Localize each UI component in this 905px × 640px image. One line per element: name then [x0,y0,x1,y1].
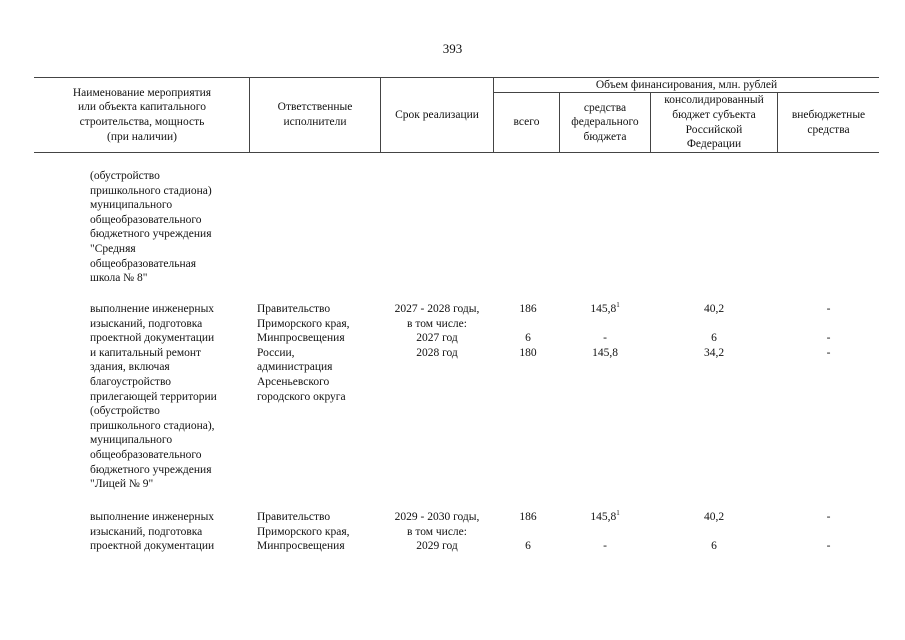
footnote-marker: 1 [616,301,620,310]
row-2-offbudget: - - [826,511,831,553]
page-number: 393 [442,41,463,56]
row-1-federal-breakdown: - 145,8 [592,332,618,359]
row-1-federal-value: 145,8 [590,303,617,315]
row-0-name: (обустройство пришкольного стадиона) муниципального общеобразовательного бюджетного учреждения "Средняя общеобразовательная школа № 8" [90,170,212,285]
header-period: Срок реализации [395,108,479,121]
header-offbudget: внебюджетные средства [791,108,866,136]
header-regional: консолидированный бюджет субъекта Российской Федерации [664,94,764,151]
row-1-responsible: Правительство Приморского края, Минпросвещения России, администрация Арсеньевского городского округа [257,303,350,403]
header-federal: средства федерального бюджета [571,101,639,143]
row-2-federal [562,510,648,525]
table-header-bottom-rule [34,152,879,153]
header-financing: Объем финансирования, млн. рублей [595,78,778,91]
row-2-total: 186 6 [519,511,537,553]
row-2-period: 2029 - 2030 годы, в том числе: 2029 год [394,511,480,553]
row-2-regional: 40,2 6 [703,511,725,553]
row-1-total: 186 6 180 [519,303,537,359]
row-1-name: выполнение инженерных изысканий, подготовка проектной документации и капитальный ремонт здания, включая благоустройство прилегающей территории (обустройство пришкольного стадиона), муниципального общеобразовательного бюджетного учреждения "Лицей № 9" [90,303,217,491]
row-2-federal-breakdown: - [603,540,607,552]
row-1-offbudget: - - - [826,303,831,359]
header-responsible: Ответственные исполнители [277,101,353,128]
row-1-federal [562,302,648,317]
header-name: Наименование мероприятия или объекта капитального строительства, мощность (при наличии) [72,86,212,143]
row-1-period: 2027 - 2028 годы, в том числе: 2027 год 2028 год [394,303,480,359]
row-2-name: выполнение инженерных изысканий, подготовка проектной документации [90,511,215,553]
row-2-federal-value: 145,8 [590,511,617,523]
row-1-regional: 40,2 6 34,2 [703,303,725,359]
header-total: всего [513,116,540,129]
row-2-responsible: Правительство Приморского края, Минпросвещения [257,511,350,553]
footnote-marker: 1 [616,509,620,518]
